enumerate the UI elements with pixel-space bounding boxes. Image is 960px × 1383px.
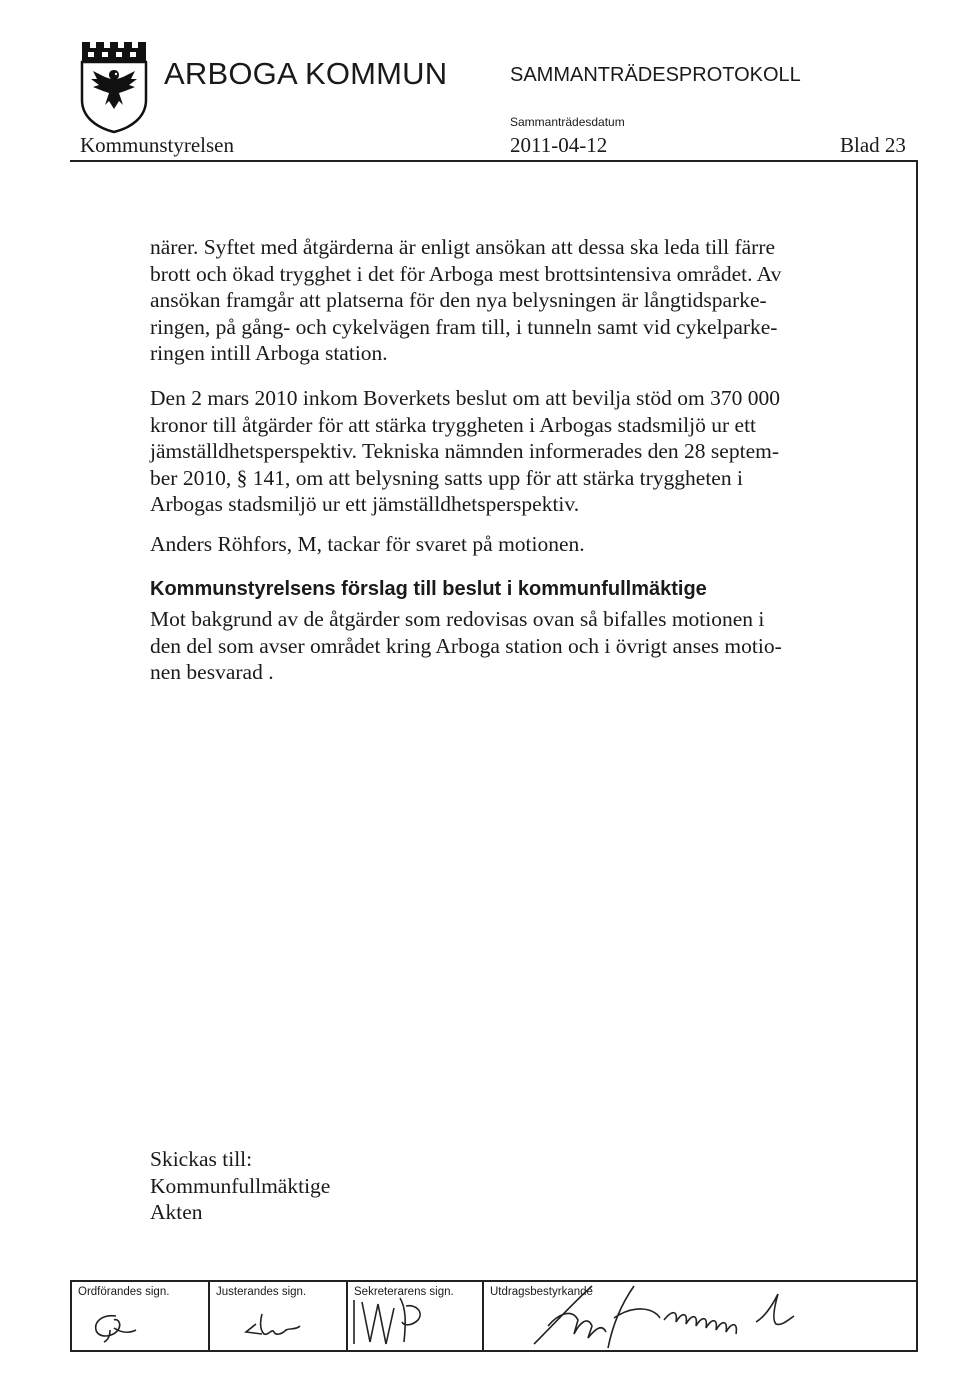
paragraph-thanks	[150, 531, 810, 558]
text-line: den del som avser området kring Arboga station och i övrigt anses motio-	[150, 633, 782, 658]
adjuster-sign-label: Justerandes sign.	[216, 1286, 307, 1298]
text-line: brott och ökad trygghet i det för Arboga mest brottsintensiva området. Av	[150, 261, 782, 286]
text-line: närer. Syftet med åtgärderna är enligt ansökan att dessa ska leda till färre	[150, 235, 776, 259]
committee-name: Kommunstyrelsen	[80, 133, 234, 157]
paragraph-boverket-decision	[150, 385, 810, 518]
text-line: Mot bakgrund av de åtgärder som redovisas ovan så bifalles motionen i	[150, 607, 765, 631]
text-line: nen besvarad .	[150, 660, 274, 684]
proposal-heading: Kommunstyrelsens förslag till beslut i kommunfullmäktige	[150, 578, 707, 600]
adjuster-signature	[234, 1306, 324, 1346]
paragraph-application	[150, 234, 810, 367]
text-line: kronor till åtgärder för att stärka tryggheten i Arbogas stadsmiljö ur ett	[150, 412, 757, 437]
text-line: Anders Röhfors, M, tackar för svaret på motionen.	[150, 532, 585, 556]
text-line: ber 2010, § 141, om att belysning satts upp för att stärka tryggheten i	[150, 465, 743, 490]
document-type: SAMMANTRÄDESPROTOKOLL	[510, 64, 801, 86]
text-line: ringen, på gång- och cykelvägen fram till, i tunneln samt vid cykelparke-	[150, 314, 778, 339]
text-line: ansökan framgår att platserna för den nya belysningen är långtidsparke-	[150, 288, 767, 312]
distribution-heading: Skickas till:	[150, 1147, 253, 1171]
distribution-recipient: Akten	[150, 1200, 203, 1224]
text-line: ringen intill Arboga station.	[150, 341, 388, 365]
coat-of-arms-icon	[80, 40, 148, 134]
right-frame-rule	[916, 160, 918, 1280]
certifier-sign-cell	[484, 1282, 916, 1350]
meeting-date-label: Sammanträdesdatum	[510, 115, 625, 129]
text-line: jämställdhetsperspektiv. Tekniska nämnden informerades den 28 septem-	[150, 439, 779, 463]
distribution-recipient: Kommunfullmäktige	[150, 1173, 331, 1198]
adjuster-sign-cell	[210, 1282, 346, 1350]
chair-sign-label: Ordförandes sign.	[78, 1286, 170, 1298]
secretary-sign-cell	[348, 1282, 482, 1350]
certifier-signature	[514, 1282, 844, 1350]
chair-signature	[86, 1306, 156, 1346]
org-name: ARBOGA KOMMUN	[164, 56, 448, 91]
secretary-signature	[350, 1282, 470, 1350]
secretary-sign-label: Sekreterarens sign.	[354, 1286, 454, 1298]
header-rule	[70, 160, 918, 162]
text-line: Den 2 mars 2010 inkom Boverkets beslut om att bevilja stöd om 370 000	[150, 386, 780, 410]
distribution-list	[150, 1146, 810, 1226]
signature-table	[70, 1280, 918, 1352]
meeting-date: 2011-04-12	[510, 133, 608, 157]
page-number: Blad 23	[840, 133, 906, 157]
extract-certification-label: Utdragsbestyrkande	[490, 1286, 593, 1298]
paragraph-proposal	[150, 606, 810, 686]
chair-sign-cell	[72, 1282, 208, 1350]
text-line: Arbogas stadsmiljö ur ett jämställdhetsperspektiv.	[150, 492, 580, 516]
